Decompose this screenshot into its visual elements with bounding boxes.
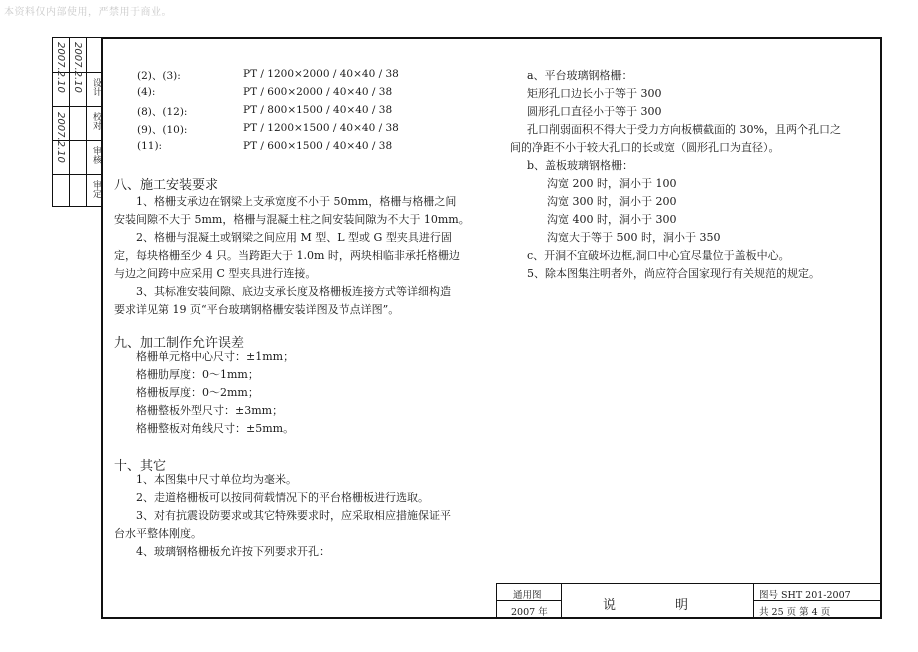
spec-item-label: (11): [137, 140, 163, 152]
spec-item-value: PT / 600×2000 / 40×40 / 38 [243, 86, 393, 98]
spec-item-label: (2)、(3): [137, 70, 181, 82]
signature-label-review: 审核 [91, 146, 101, 164]
signature-date-2: 2007.2.10 [72, 42, 83, 93]
signature-label-design: 设计 [91, 78, 101, 96]
spec-item-value: PT / 800×1500 / 40×40 / 38 [243, 104, 393, 116]
right-column-line: 5、除本图集注明者外，尚应符合国家现行有关规范的规定。 [527, 267, 820, 280]
title-block-category: 通用图 [513, 590, 542, 601]
right-column-line: 沟宽 400 时，洞小于 300 [547, 213, 677, 226]
section-10-line: 2、走道格栅板可以按同荷载情况下的平台格栅板进行选取。 [136, 491, 429, 504]
title-block-title-right: 明 [675, 598, 689, 613]
section-8-line: 安装间隙不大于 5mm，格栅与混凝土柱之间安装间隙为不大于 10mm。 [114, 213, 470, 226]
title-block [496, 583, 880, 617]
signature-date-1: 2007.2.10 [55, 42, 66, 93]
section-9-line: 格栅整板对角线尺寸：±5mm。 [136, 422, 295, 435]
right-column-line: c、开洞不宜破坏边框,洞口中心宜尽量位于盖板中心。 [527, 249, 790, 262]
spec-item-label: (8)、(12): [137, 106, 188, 118]
signature-label-check: 校对 [91, 112, 101, 130]
section-9-line: 格栅肋厚度：0～1mm； [136, 368, 259, 381]
spec-item-value: PT / 1200×2000 / 40×40 / 38 [243, 68, 399, 80]
section-10-line: 3、对有抗震设防要求或其它特殊要求时，应采取相应措施保证平 [136, 509, 451, 522]
right-column-line: a、平台玻璃钢格栅： [527, 69, 633, 82]
section-9-heading: 九、加工制作允许误差 [114, 336, 245, 351]
title-block-drawing-number: 图号 SHT 201-2007 [759, 590, 851, 601]
section-8-line: 3、其标准安装间隙、底边支承长度及格栅板连接方式等详细构造 [136, 285, 451, 298]
title-block-page-count: 共 25 页 第 4 页 [759, 607, 831, 618]
section-8-line: 要求详见第 19 页“平台玻璃钢格栅安装详图及节点详图”。 [114, 303, 400, 316]
spec-item-value: PT / 600×1500 / 40×40 / 38 [243, 140, 393, 152]
right-column-line: 矩形孔口边长小于等于 300 [527, 87, 662, 100]
right-column-line: 圆形孔口直径小于等于 300 [527, 105, 662, 118]
signature-date-3: 2007.2.10 [55, 112, 66, 163]
section-9-line: 格栅单元格中心尺寸：±1mm； [136, 350, 295, 363]
right-column-line: b、盖板玻璃钢格栅： [527, 159, 634, 172]
section-10-heading: 十、其它 [114, 459, 167, 474]
signature-block [52, 37, 102, 207]
watermark-text: 本资料仅内部使用，严禁用于商业。 [4, 7, 172, 18]
right-column-line: 沟宽大于等于 500 时，洞小于 350 [547, 231, 721, 244]
section-10-line: 1、本图集中尺寸单位均为毫米。 [136, 473, 297, 486]
signature-label-approve: 审定 [91, 180, 101, 198]
title-block-year: 2007 年 [511, 607, 548, 618]
right-column-line: 沟宽 300 时，洞小于 200 [547, 195, 677, 208]
spec-item-label: (9)、(10): [137, 124, 188, 136]
title-block-title-left: 说 [603, 598, 617, 613]
right-column-line: 孔口削弱面积不得大于受力方向板横截面的 30%，且两个孔口之 [527, 123, 841, 136]
section-9-line: 格栅板厚度：0～2mm； [136, 386, 259, 399]
section-9-line: 格栅整板外型尺寸：±3mm； [136, 404, 284, 417]
section-8-line: 与边之间跨中应采用 C 型夹具进行连接。 [114, 267, 317, 280]
right-column-line: 沟宽 200 时，洞小于 100 [547, 177, 677, 190]
section-10-line: 4、玻璃钢格栅板允许按下列要求开孔： [136, 545, 330, 558]
section-10-line: 台水平整体刚度。 [114, 527, 202, 540]
spec-item-value: PT / 1200×1500 / 40×40 / 38 [243, 122, 399, 134]
section-8-line: 2、格栅与混凝土或钢梁之间应用 M 型、L 型或 G 型夹具进行固 [136, 231, 452, 244]
section-8-heading: 八、施工安装要求 [114, 178, 219, 193]
right-column-line: 间的净距不小于较大孔口的长或宽（圆形孔口为直径）。 [510, 141, 780, 154]
section-8-line: 定，每块格栅至少 4 只。当跨距大于 1.0m 时，两块相临非承托格栅边 [114, 249, 460, 262]
section-8-line: 1、格栅支承边在钢梁上支承宽度不小于 50mm，格栅与格栅之间 [136, 195, 457, 208]
spec-item-label: (4): [137, 86, 156, 98]
